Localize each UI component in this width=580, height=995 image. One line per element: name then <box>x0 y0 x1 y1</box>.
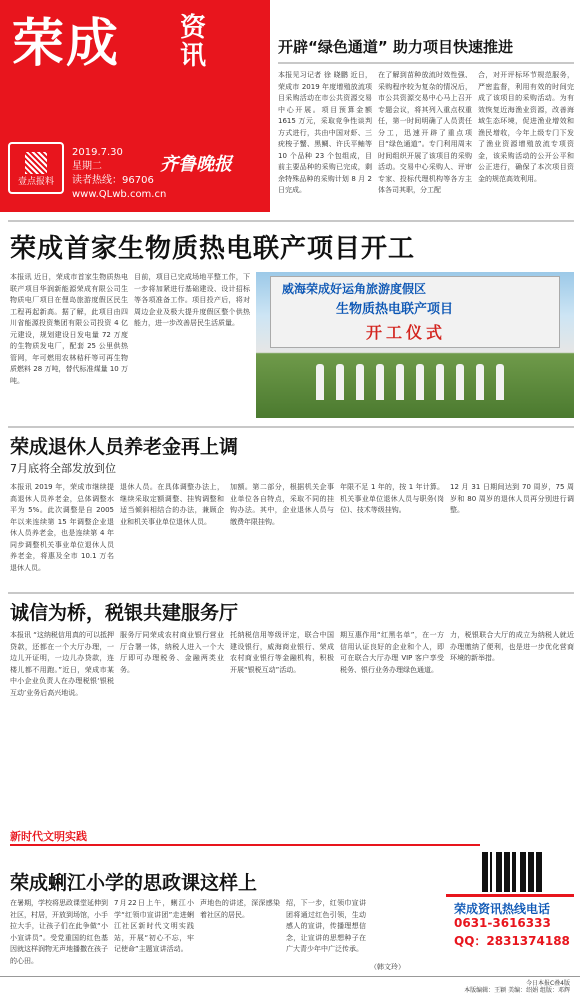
civil-headline: 荣成蜊江小学的思政课这样上 <box>10 872 258 894</box>
issue-date: 2019.7.30 <box>72 147 123 158</box>
photo-banner-line3: 开工仪式 <box>366 323 447 342</box>
pension-col2: 退休人员。在具体调整办法上，继续采取定额调整、挂钩调整和适当倾斜相结合的办法，兼顾企业和机关事业单位退休人员。 <box>120 483 224 526</box>
civil-byline: （韩文玲） <box>370 963 405 971</box>
pension-col4: 年限不足 1 年的，按 1 年计算。机关事业单位退休人员与职务(岗位)、技术等级挂钩。 <box>340 483 444 514</box>
civil-col2: 7月22日上午，蜊江小学“红领巾宣讲团”走进蜊江社区新时代文明实践站，开展“初心不忘，牢记使命”主题宣讲活动。 <box>114 899 194 953</box>
qr-mini-icon <box>25 152 47 174</box>
civil-col3: 声地色的讲述，深深感染着社区的居民。 <box>200 899 280 919</box>
person-figure <box>316 364 324 400</box>
badge-label: 壹点报料 <box>17 177 54 187</box>
pension-col1: 本报讯 2019 年，荣成市继续提高退休人员养老金，总体调整水平为 5%。此次调整是自 2005 年以来连续第 15 年调整企业退休人员养老金，也是连续第 4 年同步调整机关事业单位退休人员养老金，将惠及全市 10.1 万名退休人员。 <box>10 483 114 572</box>
qr-code-icon <box>482 852 542 892</box>
reader-hotline: 读者热线：96706 <box>72 175 154 186</box>
hotline-phone: 0631-3616333 <box>454 916 551 930</box>
person-figure <box>456 364 464 400</box>
section-rule <box>10 844 480 846</box>
tax-col5: 力，税银联合大厅的成立为纳税人就近办理缴纳了便利，也是进一步优化营商环境的新举措。 <box>450 631 574 662</box>
tax-col1: 本报讯 “这纳税信用真的可以抵押贷款，还都在一个大厅办理，一边儿开证明，一边儿办贷款，连楼儿都不用跑。”近日，荣成市某中小企业负责人在办理税银‘银税互动’业务后高兴地说。 <box>10 631 114 697</box>
pension-col3: 加额。第二部分，根据机关企事业单位各自特点，采取不同的挂钩办法。其中，企业退休人员与缴费年限挂钩。 <box>230 483 334 526</box>
bio-headline: 荣成首家生物质热电联产项目开工 <box>10 234 416 264</box>
footer-line2: 本版编辑：王颖 美编：绍娟 组版：邓辉 <box>464 987 570 994</box>
bio-col2: 目前，项目已完成场地平整工作，下一步将加紧进行基础建设、设计招标等各项准备工作。项目投产后，将对周边企业及极大提升度假区整个供热能力，进一步改善居民生活质量。 <box>134 273 250 327</box>
hotline-qq: QQ：2831374188 <box>454 934 570 948</box>
divider <box>8 592 574 594</box>
divider <box>8 426 574 428</box>
pension-col5: 12 月 31 日期间达到 70 周岁，75 周岁和 80 周岁的退休人员再分别进行调整。 <box>450 483 574 514</box>
person-figure <box>336 364 344 400</box>
civil-section-tag: 新时代文明实践 <box>10 830 87 843</box>
civil-col4: 绍，下一步，红领巾宣讲团将通过红色引领，生动感人的宣讲，传播理想信念，让宣讲的思想种子在广大青少年中广泛传承。 <box>286 899 366 953</box>
bio-col1: 本报讯 近日，荣成市首家生物质热电联产项目华润新能源荣成有限公司生物质电厂项目在俚岛旅游度假区民生工程再起新高。据了解，此项目由四川省能源投资集团有限公司投资 4 亿元建设，规划建设日发电量 72 万度的生物质发电厂，配套 25 公里供热管网，年可燃用农林秸秆等可再生物质燃料 28 万吨，替代标准煤量 10 万吨。 <box>10 273 128 385</box>
pension-headline: 荣成退休人员养老金再上调 <box>10 436 239 458</box>
person-figure <box>356 364 364 400</box>
tax-col3: 托纳税信用等级评定，联合中国建设银行，威海商业银行、荣成农村商业银行等金融机构，积极开展“银税互动”活动。 <box>230 631 334 674</box>
person-figure <box>496 364 504 400</box>
top-story-col3: 合，对开评标环节规范服务，严密监督，利用有效的时间完成了该项目的采购活动。为有效恢复近海渔业资源，改善海域生态环境，促进渔业增效和渔民增收，今年上级专门下发了渔业资源增殖放流专项资金，该采购活动的公开公平和公正进行，确保了本次项目资金的规范高效利用。 <box>478 71 574 183</box>
brand-logo: 齐鲁晚报 <box>160 154 232 175</box>
report-badge <box>8 142 64 194</box>
civil-col1: 在暑期，学校将思政课堂延伸到社区，村居，开放到场馆，小手拉大手，让孩子们在此争做“小小宣讲员”。受党重国的红色基因就这样润物无声地播撒在孩子的心田。 <box>10 899 108 965</box>
top-story-headline: 开辟“绿色通道” 助力项目快速推进 <box>278 38 513 56</box>
divider <box>278 62 574 64</box>
photo-banner-line1: 威海荣成好运角旅游度假区 <box>282 282 427 296</box>
top-story-col2: 在了解到苗种放流时效性强、采购程序较为复杂的情况后，市公共资源交易中心马上召开专题会议，将其列入重点权重任，第一时间明确了人员责任分工，迅速开辟了重点项目“绿色通道”。专门利用周末时间组织开展了该项目的采购活动。交易中心采购人、评审专家、投标代理机构等各方主体各司其职，分工配 <box>378 71 472 194</box>
photo-banner-line2: 生物质热电联产项目 <box>336 302 454 317</box>
issue-weekday: 星期二 <box>72 161 102 172</box>
tax-col2: 服务厅同荣成农村商业银行营业厅合署一体，纳税人进入一个大厅即可办理税务、金融两类业务。 <box>120 631 224 674</box>
ceremony-photo <box>256 272 574 418</box>
footer-rule <box>0 976 580 977</box>
hotline-title: 荣成资讯热线电话 <box>454 902 551 916</box>
person-figure <box>416 364 424 400</box>
issue-info <box>72 146 166 202</box>
footer-line1: 今日本报C叠4版 <box>525 980 570 987</box>
person-figure <box>476 364 484 400</box>
top-story-col1: 本报见习记者 徐 晓鹏 近日，荣成市 2019 年度增殖放流项目采购活动在市公共资源交易中心开展。项目预算金额 1615 万元，采取竞争性谈判方式进行，共由中国对虾、三疣梭子蟹、黑鲷、许氏平鲉等 10 个品种 23 个包组成，目前主要品种的采购已完成，剩余特殊品种的采购计划 8 月 2 日完成。 <box>278 71 372 194</box>
tax-headline: 诚信为桥，税银共建服务厅 <box>10 602 239 624</box>
masthead <box>0 0 270 212</box>
pension-subhead: 7月底将全部发放到位 <box>10 462 116 475</box>
footer <box>440 980 570 994</box>
divider <box>8 220 574 222</box>
person-figure <box>436 364 444 400</box>
tax-col4: 期互惠作用“红黑名单”，在一方信用认证良好的企业和个人，即可在联合大厅办理 VIP 客户享受税务、银行业务办理绿色通道。 <box>340 631 444 674</box>
logo: 荣成 <box>12 14 121 74</box>
logo-sub: 资讯 <box>180 13 207 71</box>
person-figure <box>376 364 384 400</box>
site-url: www.QLwb.com.cn <box>72 189 167 200</box>
person-figure <box>396 364 404 400</box>
